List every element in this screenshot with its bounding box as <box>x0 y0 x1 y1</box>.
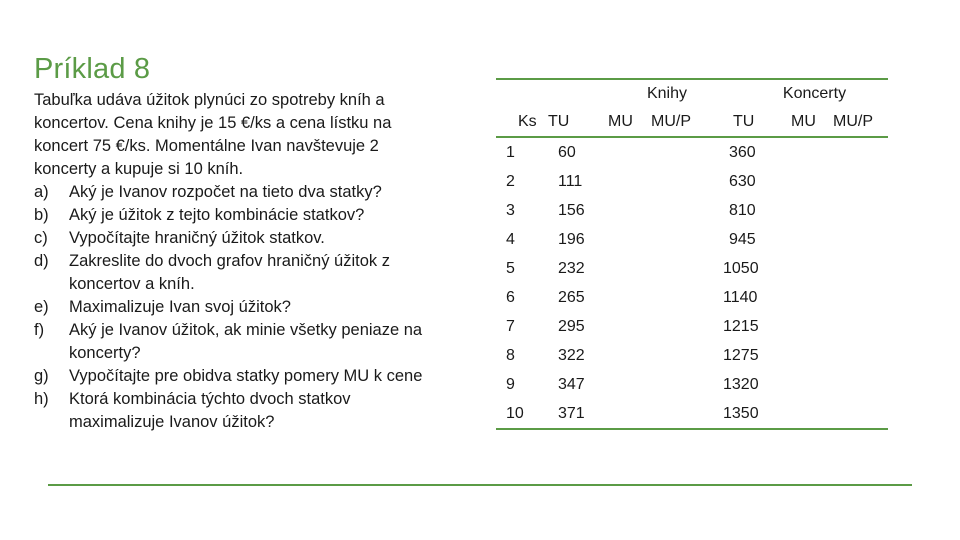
cell-mu-concerts <box>773 283 833 312</box>
question-text: Vypočítajte hraničný úžitok statkov. <box>69 229 325 247</box>
cell-ks: 5 <box>506 259 515 277</box>
cell-tu-concerts: 630 <box>729 172 756 190</box>
cell-mup-books <box>651 225 713 254</box>
cell-mup-concerts <box>833 167 888 196</box>
cell-mup-books <box>651 283 713 312</box>
question-letter: b) <box>34 206 49 224</box>
cell-ks: 1 <box>506 143 515 161</box>
cell-tu-concerts: 1350 <box>713 399 773 429</box>
cell-tu-books: 111 <box>558 172 583 190</box>
cell-tu-concerts: 1320 <box>723 375 759 393</box>
cell-ks: 2 <box>506 172 515 190</box>
table-row <box>496 312 888 341</box>
header-group-concerts: Koncerty <box>713 79 888 108</box>
header-ks: Ks <box>496 108 548 137</box>
question-item <box>34 250 434 296</box>
header-mu-concerts: MU <box>773 108 833 137</box>
question-letter: d) <box>34 252 49 270</box>
cell-mu-books <box>608 225 651 254</box>
question-letter: a) <box>34 183 49 201</box>
cell-tu-books: 347 <box>558 375 585 393</box>
question-item <box>34 227 434 250</box>
cell-ks: 6 <box>506 288 515 306</box>
cell-ks: 7 <box>506 317 515 335</box>
cell-mup-concerts <box>833 341 888 370</box>
cell-mu-concerts <box>773 399 833 429</box>
cell-mu-books <box>608 137 651 167</box>
question-item <box>34 319 434 365</box>
cell-mup-concerts <box>833 283 888 312</box>
cell-mup-books <box>651 370 713 399</box>
table-row <box>496 167 888 196</box>
cell-mup-books <box>651 254 713 283</box>
cell-tu-books: 265 <box>558 288 585 306</box>
question-item <box>34 365 434 388</box>
cell-tu-books: 295 <box>558 317 585 335</box>
header-group-books <box>548 79 713 108</box>
cell-tu-books: 196 <box>558 230 585 248</box>
question-letter: h) <box>34 390 49 408</box>
cell-tu-books: 322 <box>558 346 585 364</box>
cell-tu-books: 60 <box>558 143 576 161</box>
cell-ks: 10 <box>496 399 548 429</box>
question-text: Zakreslite do dvoch grafov hraničný úžitok z koncertov a kníh. <box>69 252 390 293</box>
question-list <box>34 181 434 434</box>
cell-mu-concerts <box>773 137 833 167</box>
cell-mu-books <box>608 167 651 196</box>
cell-ks: 9 <box>506 375 515 393</box>
cell-tu-concerts: 1050 <box>723 259 759 277</box>
table-row <box>496 283 888 312</box>
cell-tu-concerts: 1140 <box>723 288 758 306</box>
question-letter: f) <box>34 321 45 339</box>
question-text: Aký je úžitok z tejto kombinácie statkov? <box>69 206 365 224</box>
header-tu-books: TU <box>548 108 608 137</box>
question-text: Vypočítajte pre obidva statky pomery MU k cene <box>69 367 423 385</box>
cell-ks: 8 <box>506 346 515 364</box>
cell-tu-books: 371 <box>548 399 608 429</box>
cell-tu-concerts: 1215 <box>723 317 759 335</box>
cell-tu-books: 232 <box>558 259 585 277</box>
question-item <box>34 388 434 434</box>
cell-mup-books <box>651 167 713 196</box>
header-mu-books: MU <box>608 108 651 137</box>
cell-mup-books <box>651 341 713 370</box>
cell-mu-books <box>608 254 651 283</box>
table-row <box>496 399 888 429</box>
cell-ks: 4 <box>506 230 515 248</box>
cell-mu-concerts <box>773 312 833 341</box>
cell-mu-books <box>608 196 651 225</box>
cell-tu-concerts: 1275 <box>723 346 759 364</box>
table-row <box>496 196 888 225</box>
cell-mup-concerts <box>833 312 888 341</box>
cell-mu-books <box>608 341 651 370</box>
question-text: Ktorá kombinácia týchto dvoch statkov maximalizuje Ivanov úžitok? <box>69 390 351 431</box>
header-mup-books: MU/P <box>651 108 713 137</box>
question-item <box>34 204 434 227</box>
cell-mu-concerts <box>773 341 833 370</box>
cell-mu-concerts <box>773 370 833 399</box>
cell-mup-concerts <box>833 370 888 399</box>
header-tu-concerts: TU <box>713 108 773 137</box>
cell-mup-books <box>651 399 713 429</box>
cell-tu-concerts: 945 <box>729 230 756 248</box>
question-text: Maximalizuje Ivan svoj úžitok? <box>69 298 291 316</box>
header-blank <box>496 79 548 108</box>
footer-divider <box>48 484 912 486</box>
cell-tu-concerts: 360 <box>729 143 756 161</box>
table-row <box>496 254 888 283</box>
cell-mup-books <box>651 137 713 167</box>
question-letter: e) <box>34 298 49 316</box>
cell-mu-concerts <box>773 254 833 283</box>
cell-mu-concerts <box>773 167 833 196</box>
table-row <box>496 225 888 254</box>
question-letter: c) <box>34 229 48 247</box>
cell-mu-books <box>608 370 651 399</box>
cell-mup-concerts <box>833 196 888 225</box>
question-text: Aký je Ivanov rozpočet na tieto dva statky? <box>69 183 382 201</box>
question-item <box>34 181 434 204</box>
table-row <box>496 137 888 167</box>
header-mup-concerts: MU/P <box>833 108 888 137</box>
header-group-books-label: Knihy <box>646 85 687 102</box>
question-letter: g) <box>34 367 49 385</box>
cell-mup-concerts <box>833 254 888 283</box>
problem-statement: Tabuľka udáva úžitok plynúci zo spotreby kníh a koncertov. Cena knihy je 15 €/ks a cena lístku na koncert 75 €/ks. Momentálne Ivan navštevuje 2 koncerty a kupuje si 10 kníh. <box>34 91 392 178</box>
cell-mu-concerts <box>773 196 833 225</box>
cell-mup-books <box>651 196 713 225</box>
cell-mup-concerts <box>833 399 888 429</box>
cell-mup-concerts <box>833 225 888 254</box>
page-title: Príklad 8 <box>34 53 151 86</box>
cell-tu-concerts: 810 <box>729 201 756 219</box>
question-item <box>34 296 434 319</box>
cell-mup-concerts <box>833 137 888 167</box>
cell-tu-books: 156 <box>558 201 585 219</box>
cell-mu-books <box>608 312 651 341</box>
cell-mu-books <box>608 399 651 429</box>
cell-mu-books <box>608 283 651 312</box>
question-text: Aký je Ivanov úžitok, ak minie všetky peniaze na koncerty? <box>69 321 423 362</box>
cell-mup-books <box>651 312 713 341</box>
cell-mu-concerts <box>773 225 833 254</box>
table-row <box>496 341 888 370</box>
utility-table <box>496 78 888 430</box>
table-row <box>496 370 888 399</box>
cell-ks: 3 <box>506 201 515 219</box>
